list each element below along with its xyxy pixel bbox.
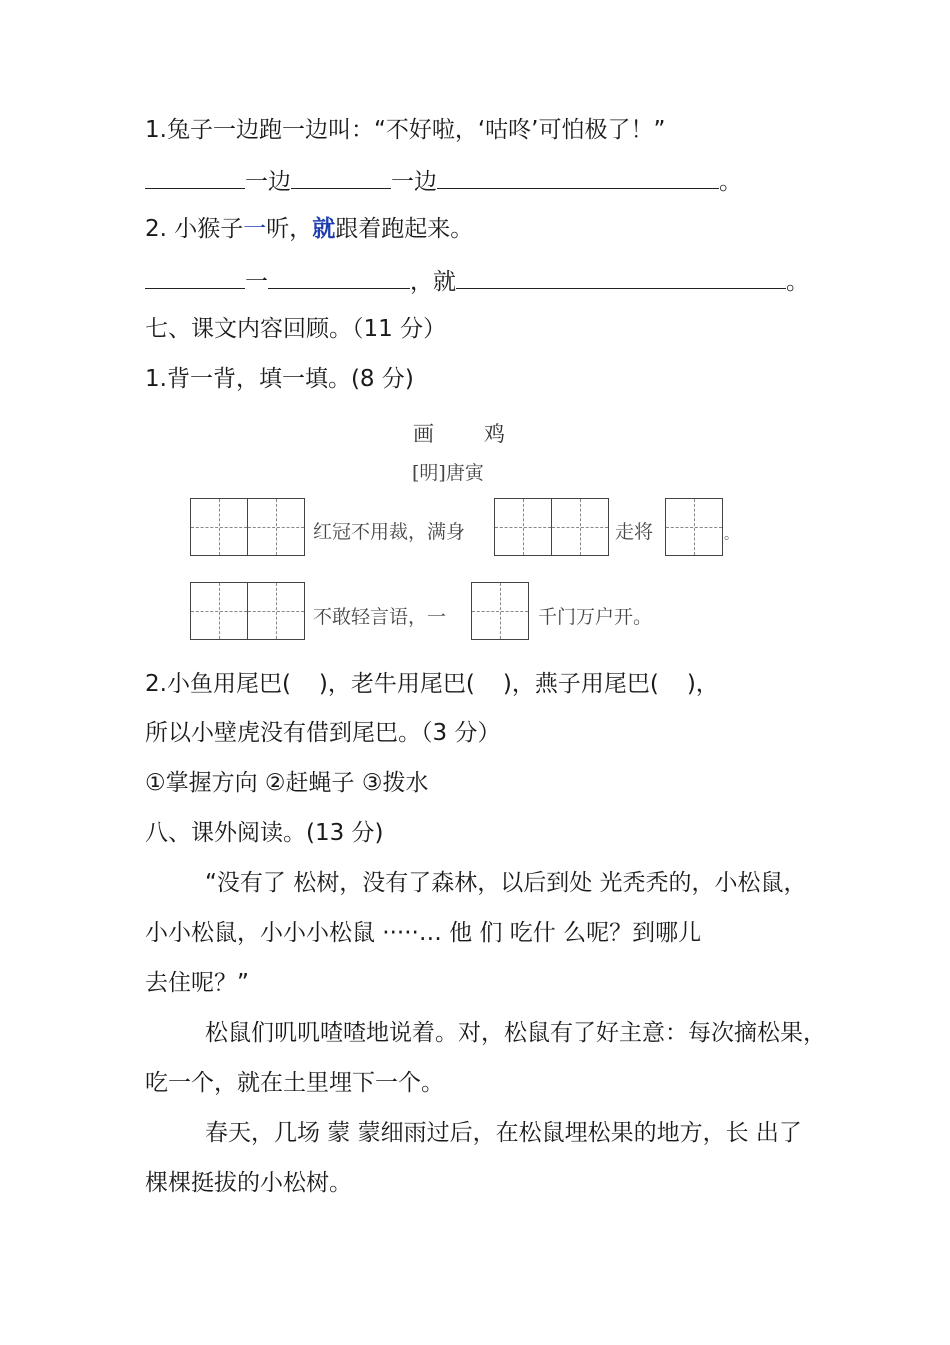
q7-sub2 bbox=[145, 671, 719, 699]
poem-line2-text-b: 千门万户开。 bbox=[538, 606, 653, 628]
tian-grid-box[interactable] bbox=[247, 582, 305, 640]
poem-line2-text-a: 不敢轻言语，一 bbox=[313, 606, 447, 628]
q7-sub2-part: )，老牛用尾巴( bbox=[318, 671, 475, 697]
q6-item1-fill-line bbox=[145, 166, 742, 197]
q8-heading: 八、课外阅读。(13 分) bbox=[145, 820, 384, 846]
poem-title bbox=[413, 418, 509, 448]
tian-grid-box[interactable] bbox=[247, 498, 305, 556]
fill-word: 一边 bbox=[391, 169, 437, 195]
q6-item1-text: 1.兔子一边跑一边叫：“不好啦，‘咕咚’可怕极了！” bbox=[145, 117, 666, 143]
passage-p2-line1: 松鼠们叽叽喳喳地说着。对，松鼠有了好主意：每次摘松果， bbox=[205, 1020, 826, 1046]
fill-end: 。 bbox=[719, 169, 742, 195]
fill-word: 一边 bbox=[245, 169, 291, 195]
answer-blank[interactable] bbox=[145, 266, 245, 289]
poem-line1-text-b: 走将 bbox=[615, 521, 654, 543]
passage-p1-line1: “没有了 松树，没有了森林，以后到处 光秃秃的，小松鼠， bbox=[205, 870, 807, 896]
answer-blank[interactable] bbox=[145, 166, 245, 189]
fill-word: ，就 bbox=[410, 269, 456, 295]
q6-item2-rest: 跟着跑起来。 bbox=[335, 216, 474, 242]
q6-item2-prefix: 2. 小猴子 bbox=[145, 216, 244, 242]
poem-title-char: 画 bbox=[413, 422, 438, 446]
passage-p3-line1: 春天，几场 蒙 蒙细雨过后，在松鼠埋松果的地方，长 出了 bbox=[205, 1120, 802, 1146]
tian-grid-box[interactable] bbox=[190, 498, 248, 556]
poem-author: [明]唐寅 bbox=[412, 462, 484, 484]
passage-p2-line2: 吃一个，就在土里埋下一个。 bbox=[145, 1070, 444, 1096]
q7-sub2-part: 2.小鱼用尾巴( bbox=[145, 671, 291, 697]
poem-line1-end: 。 bbox=[724, 527, 738, 543]
fill-end: 。 bbox=[786, 269, 809, 295]
tian-grid-box[interactable] bbox=[494, 498, 552, 556]
passage-p3-line2: 棵棵挺拔的小松树。 bbox=[145, 1170, 352, 1196]
passage-p1-line3: 去住呢？” bbox=[145, 970, 249, 996]
passage-p1-line2: 小小松鼠，小小小松鼠 ·····… 他 们 吃什 么呢？到哪儿 bbox=[145, 920, 702, 946]
q7-sub2-part: )， bbox=[686, 671, 719, 697]
answer-blank[interactable] bbox=[437, 166, 719, 189]
q7-sub1: 1.背一背，填一填。(8 分) bbox=[145, 366, 414, 392]
highlight-jiu: 就 bbox=[312, 216, 336, 242]
q7-sub2-line2: 所以小壁虎没有借到尾巴。（3 分） bbox=[145, 720, 501, 746]
tian-grid-box[interactable] bbox=[551, 498, 609, 556]
answer-blank[interactable] bbox=[268, 266, 410, 289]
answer-blank[interactable] bbox=[456, 266, 786, 289]
q7-options: ①掌握方向 ②赶蝇子 ③拨水 bbox=[145, 770, 429, 796]
q6-item2-fill-line bbox=[145, 266, 809, 297]
poem-line1-text-a: 红冠不用裁，满身 bbox=[313, 521, 466, 543]
q7-sub2-part: )，燕子用尾巴( bbox=[502, 671, 659, 697]
answer-blank[interactable] bbox=[291, 166, 391, 189]
highlight-yi: 一 bbox=[243, 216, 267, 242]
tian-grid-box[interactable] bbox=[665, 498, 723, 556]
tian-grid-box[interactable] bbox=[471, 582, 529, 640]
q7-heading: 七、课文内容回顾。（11 分） bbox=[145, 316, 447, 342]
poem-title-char: 鸡 bbox=[484, 422, 509, 446]
fill-word: 一 bbox=[245, 269, 268, 295]
tian-grid-box[interactable] bbox=[190, 582, 248, 640]
q6-item2-mid: 听， bbox=[266, 216, 313, 242]
q6-item2-text bbox=[145, 216, 473, 244]
